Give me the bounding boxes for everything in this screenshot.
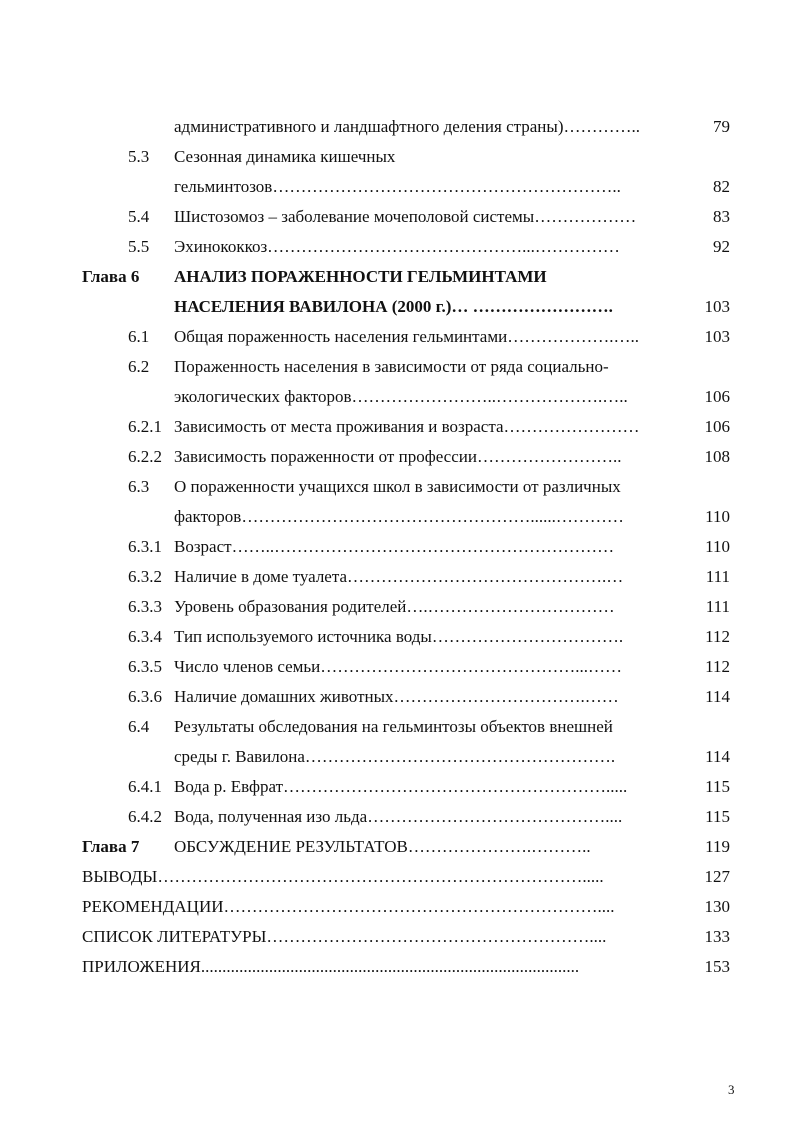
toc-entry-number: 6.4 bbox=[128, 717, 150, 736]
toc-section-heading bbox=[0, 895, 793, 919]
toc-entry-title: Вода р. Евфрат…………………………………………………..... bbox=[174, 777, 628, 796]
toc-entry-page: 115 bbox=[705, 807, 730, 826]
toc-entry-page: 108 bbox=[704, 447, 730, 466]
toc-entry-page: 119 bbox=[705, 837, 730, 856]
toc-entry-number: 6.2.2 bbox=[128, 447, 162, 466]
toc-entry-number: 6.3.6 bbox=[128, 687, 162, 706]
toc-entry-page: 83 bbox=[713, 207, 730, 226]
toc-entry-page: 92 bbox=[713, 237, 730, 256]
toc-entry-title: О пораженности учащихся школ в зависимости от различных bbox=[174, 477, 621, 496]
toc-entry-title: административного и ландшафтного деления страны)………….. bbox=[174, 117, 640, 136]
toc-entry-title: Вода, полученная изо льда…………………………………….... bbox=[174, 807, 623, 826]
toc-entry-page: 82 bbox=[713, 177, 730, 196]
toc-entry-page: 130 bbox=[704, 897, 730, 916]
toc-entry bbox=[0, 745, 793, 769]
toc-entry bbox=[0, 565, 793, 589]
toc-entry bbox=[0, 475, 793, 499]
toc-entry-title: АНАЛИЗ ПОРАЖЕННОСТИ ГЕЛЬМИНТАМИ bbox=[174, 267, 547, 286]
toc-entry-title: РЕКОМЕНДАЦИИ………………………………………………………….... bbox=[82, 897, 615, 916]
toc-entry-page: 110 bbox=[705, 507, 730, 526]
toc-entry-title: гельминтозов…………………………………………………….. bbox=[174, 177, 621, 196]
toc-entry-page: 103 bbox=[704, 297, 730, 316]
toc-entry-page: 111 bbox=[705, 567, 730, 586]
toc-entry-page: 110 bbox=[705, 537, 730, 556]
toc-entry-page: 79 bbox=[713, 117, 730, 136]
toc-entry bbox=[0, 595, 793, 619]
toc-entry-number: 6.3.3 bbox=[128, 597, 162, 616]
toc-entry-title: среды г. Вавилона………………………………………………. bbox=[174, 747, 616, 766]
toc-entry-title: факторов……………………………………………......………… bbox=[174, 507, 624, 526]
toc-entry bbox=[0, 535, 793, 559]
toc-entry-number: 6.4.2 bbox=[128, 807, 162, 826]
toc-section-heading bbox=[0, 925, 793, 949]
toc-entry bbox=[0, 415, 793, 439]
toc-entry-title: Эхинококкоз………………………………………...…………… bbox=[174, 237, 620, 256]
toc-entry-title: Зависимость пораженности от профессии…………………….. bbox=[174, 447, 622, 466]
toc-entry bbox=[0, 685, 793, 709]
toc-section-heading bbox=[0, 865, 793, 889]
toc-entry bbox=[0, 145, 793, 169]
toc-entry bbox=[0, 625, 793, 649]
toc-entry-number: Глава 6 bbox=[82, 267, 140, 286]
toc-entry-number: 6.3.5 bbox=[128, 657, 162, 676]
toc-entry bbox=[0, 505, 793, 529]
toc-entry-title: СПИСОК ЛИТЕРАТУРЫ………………………………………………….... bbox=[82, 927, 607, 946]
toc-entry-title: экологических факторов……………………..……………….….. bbox=[174, 387, 628, 406]
toc-entry-title: Зависимость от места проживания и возраста…………………… bbox=[174, 417, 640, 436]
toc-entry-page: 111 bbox=[705, 597, 730, 616]
toc-entry bbox=[0, 205, 793, 229]
toc-entry-number: 6.1 bbox=[128, 327, 150, 346]
toc-entry-title: Шистозомоз – заболевание мочеполовой системы……………… bbox=[174, 207, 637, 226]
toc-entry-number: 6.3.4 bbox=[128, 627, 162, 646]
toc-entry-number: 5.5 bbox=[128, 237, 150, 256]
toc-entry bbox=[0, 655, 793, 679]
toc-entry-number: 6.2.1 bbox=[128, 417, 162, 436]
toc-entry-number: 6.3.1 bbox=[128, 537, 162, 556]
toc-entry bbox=[0, 775, 793, 799]
toc-entry-page: 112 bbox=[705, 657, 730, 676]
toc-entry-title: Наличие домашних животных…………………………….…… bbox=[174, 687, 619, 706]
toc-entry-page: 103 bbox=[704, 327, 730, 346]
toc-entry bbox=[0, 805, 793, 829]
toc-entry-title: Общая пораженность населения гельминтами……………….….. bbox=[174, 327, 639, 346]
toc-chapter-heading bbox=[0, 295, 793, 319]
toc-entry-page: 106 bbox=[704, 417, 730, 436]
toc-entry-page: 114 bbox=[705, 747, 730, 766]
toc-entry bbox=[0, 355, 793, 379]
page-number: 3 bbox=[728, 1082, 735, 1097]
toc-entry bbox=[0, 175, 793, 199]
toc-entry-title: Тип используемого источника воды……………………………. bbox=[174, 627, 624, 646]
toc-entry-number: 5.4 bbox=[128, 207, 150, 226]
toc-entry-title: НАСЕЛЕНИЯ ВАВИЛОНА (2000 г.)… ……………………. bbox=[174, 297, 613, 316]
toc-entry-number: 6.3 bbox=[128, 477, 150, 496]
toc-entry-number: 5.3 bbox=[128, 147, 150, 166]
toc-entry-number: 6.4.1 bbox=[128, 777, 162, 796]
toc-entry-number: Глава 7 bbox=[82, 837, 140, 856]
toc-entry-page: 114 bbox=[705, 687, 730, 706]
toc-chapter-heading bbox=[0, 835, 793, 859]
toc-entry-number: 6.2 bbox=[128, 357, 150, 376]
toc-entry-page: 133 bbox=[704, 927, 730, 946]
toc-entry-title: Пораженность населения в зависимости от ряда социально- bbox=[174, 357, 609, 376]
toc-entry-title: ПРИЛОЖЕНИЯ......................................................................................... bbox=[82, 957, 580, 976]
toc-entry-title: ОБСУЖДЕНИЕ РЕЗУЛЬТАТОВ………………….……….. bbox=[174, 837, 591, 856]
toc-chapter-heading bbox=[0, 265, 793, 289]
toc-entry-number: 6.3.2 bbox=[128, 567, 162, 586]
toc-entry-page: 153 bbox=[704, 957, 730, 976]
toc-section-heading bbox=[0, 955, 793, 979]
toc-entry-title: Уровень образования родителей….…………………………… bbox=[174, 597, 615, 616]
toc-entry-title: ВЫВОДЫ…………………………………………………………………..... bbox=[82, 867, 604, 886]
toc-entry bbox=[0, 235, 793, 259]
toc-entry bbox=[0, 445, 793, 469]
toc-entry bbox=[0, 325, 793, 349]
toc-entry bbox=[0, 385, 793, 409]
toc-entry-page: 106 bbox=[704, 387, 730, 406]
toc-entry-title: Число членов семьи………………………………………...…… bbox=[174, 657, 623, 676]
toc-entry-page: 115 bbox=[705, 777, 730, 796]
toc-entry-page: 127 bbox=[704, 867, 730, 886]
toc-entry-title: Возраст……..…………………………………………………… bbox=[174, 537, 615, 556]
toc-entry bbox=[0, 715, 793, 739]
toc-entry-page: 112 bbox=[705, 627, 730, 646]
toc-entry-title: Сезонная динамика кишечных bbox=[174, 147, 396, 166]
toc-entry-title: Наличие в доме туалета……………………………………….… bbox=[174, 567, 624, 586]
toc-entry-title: Результаты обследования на гельминтозы объектов внешней bbox=[174, 717, 613, 736]
toc-entry bbox=[0, 115, 793, 139]
